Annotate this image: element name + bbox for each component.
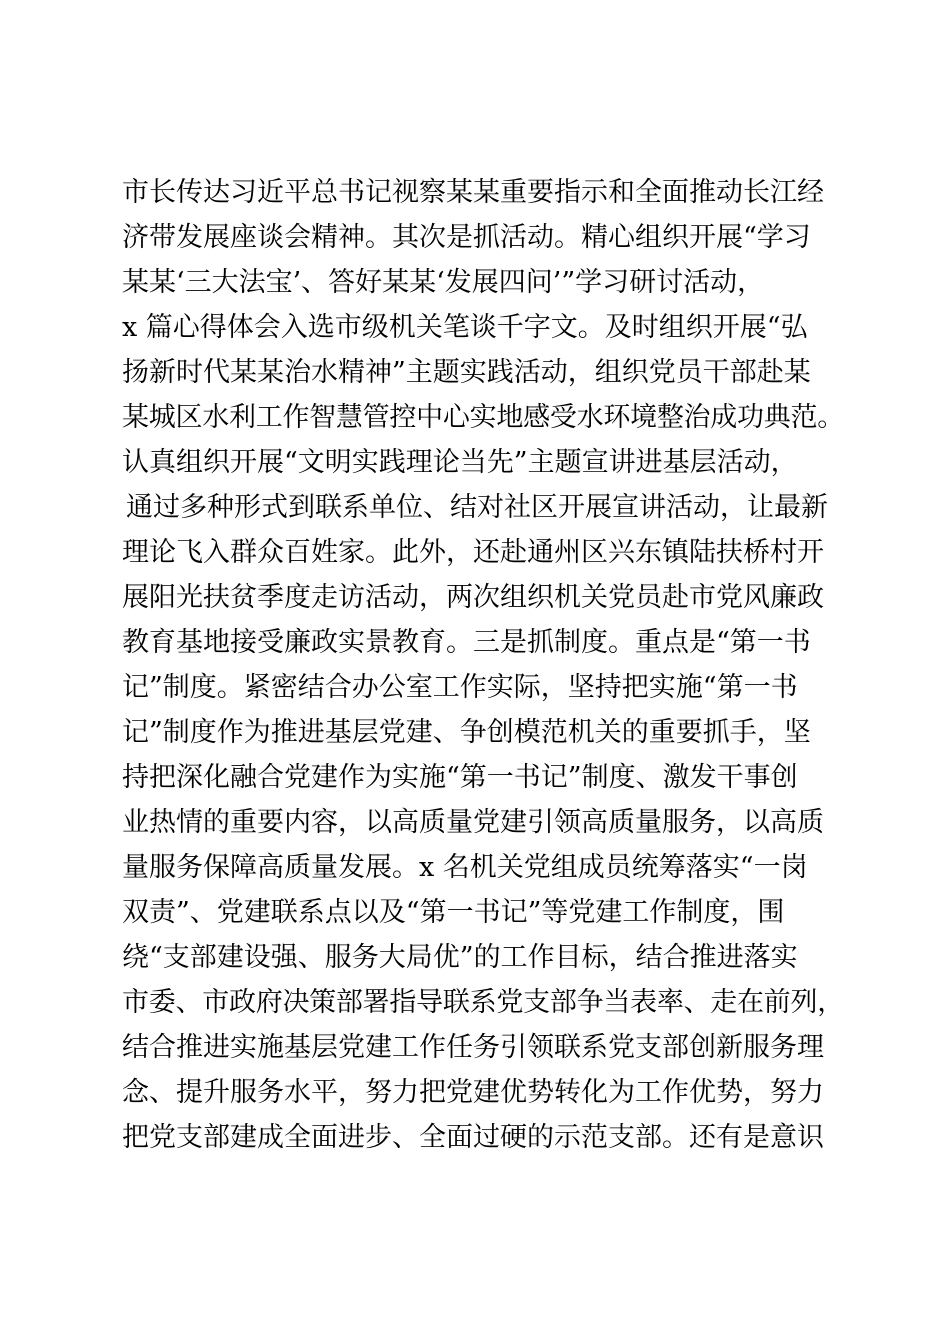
text-line: 教育基地接受廉政实景教育。三是抓制度。重点是“第一书 (122, 627, 811, 658)
text-line: 展阳光扶贫季度走访活动，两次组织机关党员赴市党风廉政 (122, 582, 824, 613)
text-line: 绕“支部建设强、服务大局优”的工作目标，结合推进落实 (122, 942, 798, 973)
text-line: 认真组织开展“文明实践理论当先”主题宣讲进基层活动， (122, 447, 798, 478)
body-paragraph (122, 170, 842, 1160)
text-line: 双责”、党建联系点以及“第一书记”等党建工作制度，围 (122, 897, 785, 928)
text-line: 某某‘三大法宝’、答好某某‘发展四问’”学习研讨活动， (122, 267, 765, 298)
text-line: 记”制度作为推进基层党建、争创模范机关的重要抓手，坚 (122, 717, 811, 748)
text-line: 量服务保障高质量发展。x 名机关党组成员统筹落实“一岗 (122, 852, 808, 883)
text-line: 持把深化融合党建作为实施“第一书记”制度、激发干事创 (122, 762, 798, 793)
text-line: 结合推进实施基层党建工作任务引领联系党支部创新服务理 (122, 1032, 824, 1063)
text-line: x 篇心得体会入选市级机关笔谈千字文。及时组织开展“弘 (122, 312, 808, 343)
text-line: 某城区水利工作智慧管控中心实地感受水环境整治成功典范。 (122, 402, 844, 433)
text-line: 市长传达习近平总书记视察某某重要指示和全面推动长江经 (122, 177, 824, 208)
text-line: 记”制度。紧密结合办公室工作实际，坚持把实施“第一书 (122, 672, 798, 703)
text-line: 念、提升服务水平，努力把党建优势转化为工作优势，努力 (122, 1077, 824, 1108)
text-line: 业热情的重要内容，以高质量党建引领高质量服务，以高质 (122, 807, 824, 838)
text-line: 把党支部建成全面进步、全面过硬的示范支部。还有是意识 (122, 1122, 824, 1153)
text-line: 通过多种形式到联系单位、结对社区开展宣讲活动，让最新 (126, 492, 828, 523)
text-line: 扬新时代某某治水精神”主题实践活动，组织党员干部赴某 (122, 357, 811, 388)
text-line: 市委、市政府决策部署指导联系党支部争当表率、走在前列， (122, 987, 844, 1018)
text-line: 理论飞入群众百姓家。此外，还赴通州区兴东镇陆扶桥村开 (122, 537, 824, 568)
text-line: 济带发展座谈会精神。其次是抓活动。精心组织开展“学习 (122, 222, 811, 253)
